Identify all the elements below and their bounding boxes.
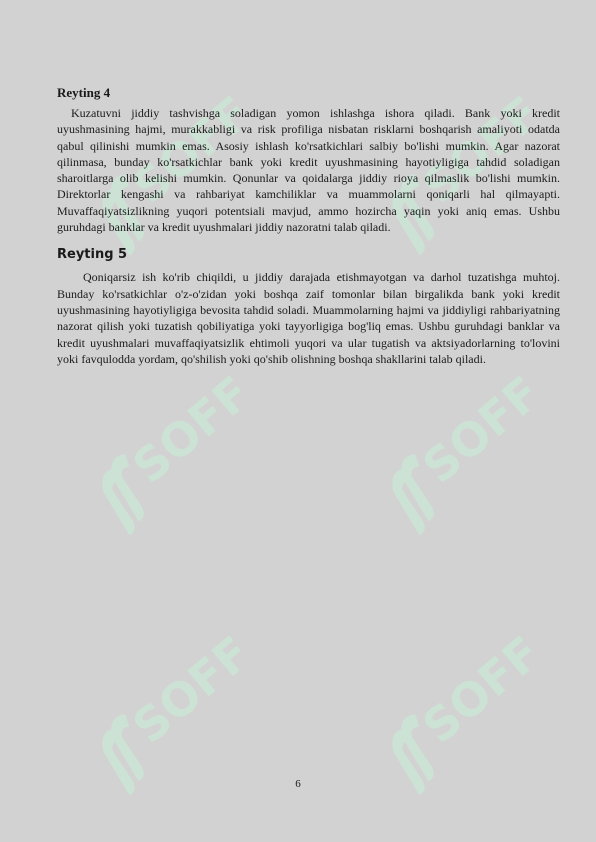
section-4-paragraph: Kuzatuvni jiddiy tashvishga soladigan yomon ishlashga ishora qiladi. Bank yoki kredit uyushmasining hajmi, murakkabligi va risk profiliga nisbatan risklarni boshqarish amaliyoti odatda qabul qilinishi mumkin emas. Asosiy ishlash ko'rsatkichlari salbiy bo'lishi mumkin. Agar nazorat qilinmasa, bunday ko'rsatkichlar bank yoki kredit uyushmasining hayotiyligiga tahdid soladigan sharoitlarga olib kelishi mumkin. Qonunlar va qoidalarga jiddiy rioya qilmaslik bo'lishi mumkin. Direktorlar kengashi va rahbariyat kamchiliklar va muammolarni qoniqarli hal qilmayapti. Muvaffaqiyatsizlikning yuqori potentsiali mavjud, ammo hozircha yaqin yoki aniq emas. Ushbu guruhdagi banklar va kredit uyushmalari jiddiy nazoratni talab qiladi. <box>57 106 560 235</box>
section-5-paragraph: Qoniqarsiz ish ko'rib chiqildi, u jiddiy darajada etishmayotgan va darhol tuzatishga muhtoj. Bunday ko'rsatkichlar o'z-o'zidan yoki boshqa zaif tomonlar bilan birgalikda bank yoki kredit uyushmasining hayotiyligiga bevosita tahdid soladi. Muammolarning hajmi va jiddiyligi rahbariyatning nazorat qilish yoki tuzatish qobiliyatiga yoki tayyorligiga bog'liq emas. Ushbu guruhdagi banklar va kredit uyushmalari muvaffaqiyatsizlik ehtimoli yuqori va ular tugatish va aktsiyadorlarning to'lovini yoki favqulodda yordam, qo'shilish yoki qo'shib olishning boshqa shakllarini talab qiladi. <box>57 270 560 366</box>
watermark-text: SOFF <box>412 625 551 754</box>
page-number: 6 <box>295 778 301 790</box>
watermark-text: SOFF <box>122 365 261 494</box>
watermark-text: SOFF <box>122 85 261 214</box>
page-content <box>57 85 560 367</box>
watermark-text: SOFF <box>412 85 551 214</box>
soff-watermark-logo <box>360 340 570 550</box>
section-4-heading: Reyting 4 <box>57 85 111 100</box>
section-5-heading: Reyting 5 <box>57 247 128 263</box>
watermark-text: SOFF <box>122 625 261 754</box>
watermark-text: SOFF <box>412 365 551 494</box>
soff-watermark-logo <box>70 340 280 550</box>
